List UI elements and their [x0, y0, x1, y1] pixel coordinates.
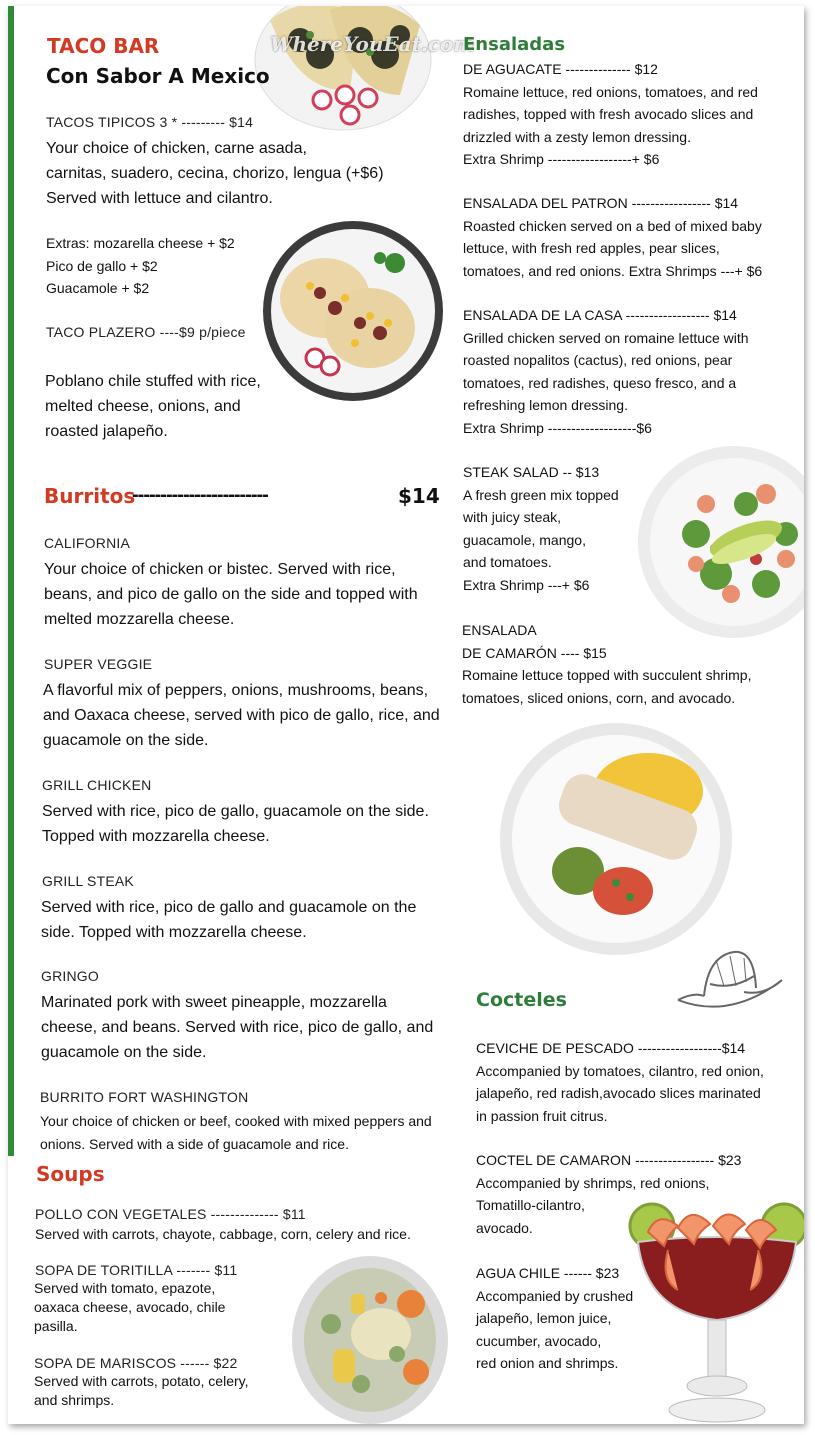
- cocteles-title: Cocteles: [476, 989, 567, 1011]
- taco-plate-photo: [260, 218, 446, 404]
- green-edge-bar: [8, 6, 14, 1156]
- salad-item: ENSALADA DEL PATRON ----------------- $14 Roasted chicken served on a bed of mixed baby lettuce, with fresh red apples, pear slices, tomatoes, and red onions. Extra Shrimps ---+ $6: [463, 195, 763, 279]
- salad-item: ENSALADA DE CAMARÓN ---- $15 Romaine lettuce topped with succulent shrimp, tomatoes, sliced onions, corn, and avocado.: [462, 622, 752, 706]
- item-name: GRILL STEAK: [42, 873, 134, 889]
- soups-title: Soups: [36, 1162, 105, 1186]
- soup-bowl-photo: [291, 1254, 449, 1424]
- item-name: POLLO CON VEGETALES -------------- $11: [35, 1206, 306, 1222]
- salad-item: DE AGUACATE -------------- $12 Romaine lettuce, red onions, tomatoes, and red radishes, topped with fresh avocado slices and drizzled with a zesty lemon dressing. Extra Shrimp ------------------+ $6: [463, 61, 758, 167]
- item-name: GRINGO: [41, 968, 99, 984]
- item-name: SUPER VEGGIE: [44, 656, 153, 672]
- item-name: CALIFORNIA: [44, 535, 131, 551]
- salad-item: STEAK SALAD -- $13 A fresh green mix topped with juicy steak, guacamole, mango, and tomatoes. Extra Shrimp ---+ $6: [463, 464, 619, 593]
- item-description: A flavorful mix of peppers, onions, mushrooms, beans, and Oaxaca cheese, served with pico de gallo, rice, and guacamole on the side.: [43, 682, 440, 749]
- taco-bar-title: TACO BAR: [47, 34, 160, 58]
- salad-item: ENSALADA DE LA CASA ------------------ $14 Grilled chicken served on romaine lettuce with roasted nopalitos (cactus), red onions, pear tomatoes, red radishes, queso fresco, and a refreshing lemon dressing. Extra Shrimp -------------------$6: [463, 307, 749, 436]
- item-name: GRILL CHICKEN: [42, 777, 152, 793]
- item-name: BURRITO FORT WASHINGTON: [40, 1089, 249, 1105]
- item-description: Served with carrots, potato, celery, and shrimps.: [34, 1373, 249, 1408]
- watermark: WhereYouEat.com: [270, 32, 475, 56]
- taco-extras: Extras: mozarella cheese + $2 Pico de gallo + $2 Guacamole + $2: [46, 235, 235, 296]
- taco-bar-subtitle: Con Sabor A Mexico: [46, 64, 270, 88]
- menu-page: [8, 6, 804, 1424]
- sombrero-icon: [674, 946, 786, 1020]
- item-description: Served with rice, pico de gallo, guacamole on the side. Topped with mozzarella cheese.: [42, 803, 429, 845]
- item-name: TACOS TIPICOS 3 * --------- $14: [46, 114, 254, 130]
- ensaladas-title: Ensaladas: [463, 34, 566, 55]
- item-description: Your choice of chicken or beef, cooked with mixed peppers and onions. Served with a side of guacamole and rice.: [40, 1113, 432, 1152]
- tacos-photo: [250, 6, 436, 132]
- item-description: Marinated pork with sweet pineapple, mozzarella cheese, and beans. Served with rice, pico de gallo, and guacamole on the side.: [41, 994, 434, 1061]
- item-description: Served with rice, pico de gallo and guacamole on the side. Topped with mozzarella cheese.: [41, 899, 417, 941]
- burritos-price: $14: [398, 484, 440, 508]
- item-name: SOPA DE MARISCOS ------ $22: [34, 1355, 238, 1371]
- coctel-item: AGUA CHILE ------ $23 Accompanied by crushed jalapeño, lemon juice, cucumber, avocado, red onion and shrimps.: [476, 1265, 634, 1371]
- burritos-title: Burritos: [44, 484, 136, 508]
- burritos-dashes: ------------------------: [132, 484, 268, 506]
- item-description: Served with carrots, chayote, cabbage, corn, celery and rice.: [35, 1226, 411, 1242]
- coctel-item: CEVICHE DE PESCADO ------------------$14 Accompanied by tomatoes, cilantro, red onion, jalapeño, red radish,avocado slices marinated in passion fruit citrus.: [476, 1040, 764, 1124]
- item-description: Served with tomato, epazote, oaxaca cheese, avocado, chile pasilla.: [34, 1280, 226, 1334]
- coctel-item: COCTEL DE CAMARON ----------------- $23 Accompanied by shrimps, red onions, Tomatillo-cilantro, avocado.: [476, 1152, 742, 1236]
- item-name: TACO PLAZERO ----$9 p/piece: [46, 324, 246, 340]
- salad-photo: [636, 444, 804, 640]
- item-description: Poblano chile stuffed with rice, melted cheese, onions, and roasted jalapeño.: [45, 373, 261, 440]
- item-description: Your choice of chicken, carne asada, carnitas, suadero, cecina, chorizo, lengua (+$6) Served with lettuce and cilantro.: [46, 140, 384, 207]
- item-name: SOPA DE TORITILLA ------- $11: [35, 1262, 238, 1278]
- burrito-plate-photo: [498, 721, 734, 957]
- item-description: Your choice of chicken or bistec. Served with rice, beans, and pico de gallo on the side and topped with melted mozzarella cheese.: [44, 561, 418, 628]
